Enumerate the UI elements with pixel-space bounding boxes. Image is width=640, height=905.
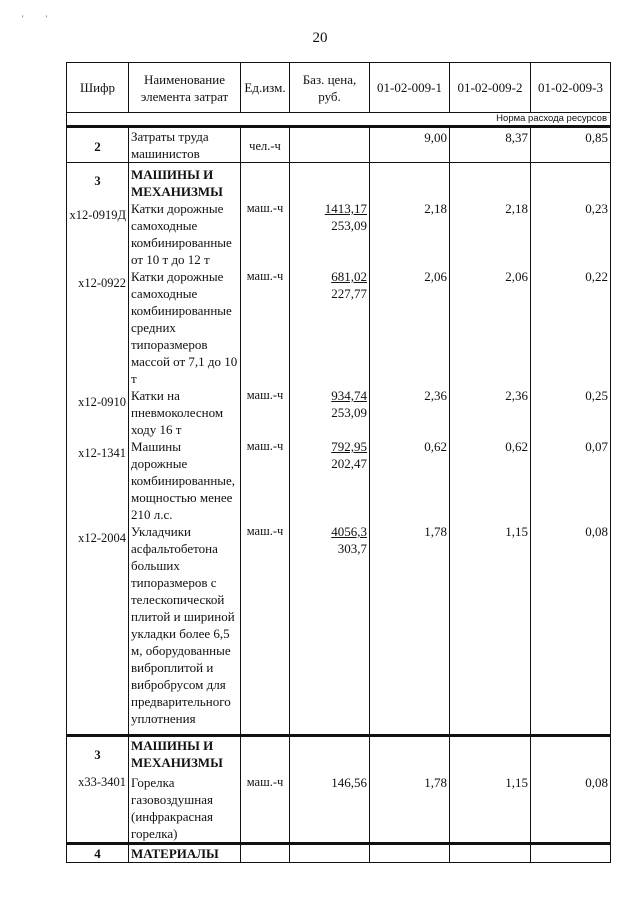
machines2-v3-cell [531, 737, 611, 844]
machine-price-bottom-4: 303,7 [337, 541, 367, 556]
header-unit: Ед.изм. [241, 63, 290, 113]
header-col3: 01-02-009-3 [531, 63, 611, 113]
machine-name-0: Катки дорожные самоходные комбинированные от 10 т до 12 т [131, 201, 232, 267]
machine-name-3: Машины дорожные комбинированные, мощностью менее 210 л.с. [131, 439, 236, 522]
machines-v3 [531, 163, 611, 736]
labor-unit: чел.-ч [241, 128, 290, 163]
machine-name-1: Катки дорожные самоходные комбинированные средних типоразмеров массой от 7,1 до 10 т [131, 269, 238, 386]
machines-v2 [450, 163, 531, 736]
header-code: Шифр [67, 63, 129, 113]
labor-v1: 9,00 [370, 128, 450, 163]
machines-prices [290, 163, 370, 736]
machine-v2-1: 2,06 [505, 269, 528, 284]
page-number: 20 [312, 30, 328, 46]
machines2-unit: маш.-ч [246, 775, 284, 789]
machine-unit-1: маш.-ч [246, 269, 284, 283]
machines-names [129, 163, 241, 736]
machine-name-4: Укладчики асфальтобетона больших типоразмеров с телескопической плитой и шириной укладки более 6,5 м, оборудованные виброплитой и вибробрусом для предварительного уплотнения [131, 524, 235, 726]
machine-price-0 [292, 200, 367, 268]
header-price: Баз. цена, руб. [290, 63, 370, 113]
machine-v1-4: 1,78 [424, 524, 447, 539]
machine-price-bottom-2: 253,09 [331, 405, 367, 420]
machine-code-4: х12-2004 [78, 531, 126, 545]
machine-v1-0: 2,18 [424, 201, 447, 216]
machines2-v3: 0,08 [585, 775, 608, 790]
materials-row [67, 845, 611, 863]
norm-label-row [67, 113, 611, 127]
machine-v2-3: 0,62 [505, 439, 528, 454]
machine-v2-0: 2,18 [505, 201, 528, 216]
materials-price [290, 845, 370, 863]
machines2-title: МАШИНЫ И МЕХАНИЗМЫ [131, 738, 223, 770]
machines2-name: Горелка газовоздушная (инфракрасная горелка) [131, 775, 213, 841]
labor-v3: 0,85 [531, 128, 611, 163]
machine-unit-4: маш.-ч [246, 524, 284, 538]
machine-v1-2: 2,36 [424, 388, 447, 403]
machine-price-bottom-0: 253,09 [331, 218, 367, 233]
machine-code-2: х12-0910 [78, 395, 126, 409]
machines2-price: 146,56 [331, 775, 367, 790]
materials-title: МАТЕРИАЛЫ [129, 845, 241, 863]
machines2-units [241, 737, 290, 844]
scan-specks: ' ' [22, 14, 47, 23]
machine-price-2 [292, 387, 367, 438]
labor-v2: 8,37 [450, 128, 531, 163]
machines2-names [129, 737, 241, 844]
machine-price-1 [292, 268, 367, 387]
machines2-v1: 1,78 [424, 775, 447, 790]
machines2-section [67, 737, 611, 844]
machines2-v2: 1,15 [505, 775, 528, 790]
machine-price-bottom-3: 202,47 [331, 456, 367, 471]
materials-v2 [450, 845, 531, 863]
machines-codes [67, 163, 129, 736]
labor-price [290, 128, 370, 163]
machines-title: МАШИНЫ И МЕХАНИЗМЫ [131, 167, 223, 199]
header-col2: 01-02-009-2 [450, 63, 531, 113]
machine-name-2: Катки на пневмоколесном ходу 16 т [131, 388, 224, 437]
machine-price-top-4: 4056,3 [331, 524, 367, 539]
machine-price-top-0: 1413,17 [324, 201, 367, 216]
machine-code-1: х12-0922 [78, 276, 126, 290]
machines-units [241, 163, 290, 736]
machine-v1-1: 2,06 [424, 269, 447, 284]
machines2-v2-cell [450, 737, 531, 844]
machine-v3-0: 0,23 [585, 201, 608, 216]
labor-name: Затраты труда машинистов [129, 128, 241, 163]
machine-code-0: х12-0919Д [69, 208, 126, 222]
materials-v1 [370, 845, 450, 863]
machines-num: 3 [94, 174, 101, 188]
machine-price-4 [292, 523, 367, 727]
machines2-v1-cell [370, 737, 450, 844]
header-col1: 01-02-009-1 [370, 63, 450, 113]
machines-v1 [370, 163, 450, 736]
machines-section [67, 163, 611, 736]
machine-price-top-1: 681,02 [331, 269, 367, 284]
materials-unit [241, 845, 290, 863]
machine-v3-4: 0,08 [585, 524, 608, 539]
header-name: Наименование элемента затрат [129, 63, 241, 113]
machine-v3-3: 0,07 [585, 439, 608, 454]
machine-v3-2: 0,25 [585, 388, 608, 403]
machine-unit-3: маш.-ч [246, 439, 284, 453]
machines2-prices [290, 737, 370, 844]
header-row [67, 63, 611, 113]
machines2-num: 3 [94, 748, 101, 762]
machine-v1-3: 0,62 [424, 439, 447, 454]
machine-unit-2: маш.-ч [246, 388, 284, 402]
machine-v3-1: 0,22 [585, 269, 608, 284]
machine-price-top-2: 934,74 [331, 388, 367, 403]
labor-row [67, 128, 611, 163]
resource-norm-table [66, 62, 611, 863]
materials-num: 4 [67, 845, 129, 863]
machine-price-bottom-1: 227,77 [331, 286, 367, 301]
labor-num: 2 [67, 128, 129, 163]
machine-price-3 [292, 438, 367, 523]
machine-v2-4: 1,15 [505, 524, 528, 539]
machines2-code: х33-3401 [78, 775, 126, 789]
machine-unit-0: маш.-ч [246, 201, 284, 215]
machine-code-3: х12-1341 [78, 446, 126, 460]
norm-label: Норма расхода ресурсов [67, 113, 611, 127]
materials-v3 [531, 845, 611, 863]
machine-price-top-3: 792,95 [331, 439, 367, 454]
machines2-codes [67, 737, 129, 844]
machine-v2-2: 2,36 [505, 388, 528, 403]
